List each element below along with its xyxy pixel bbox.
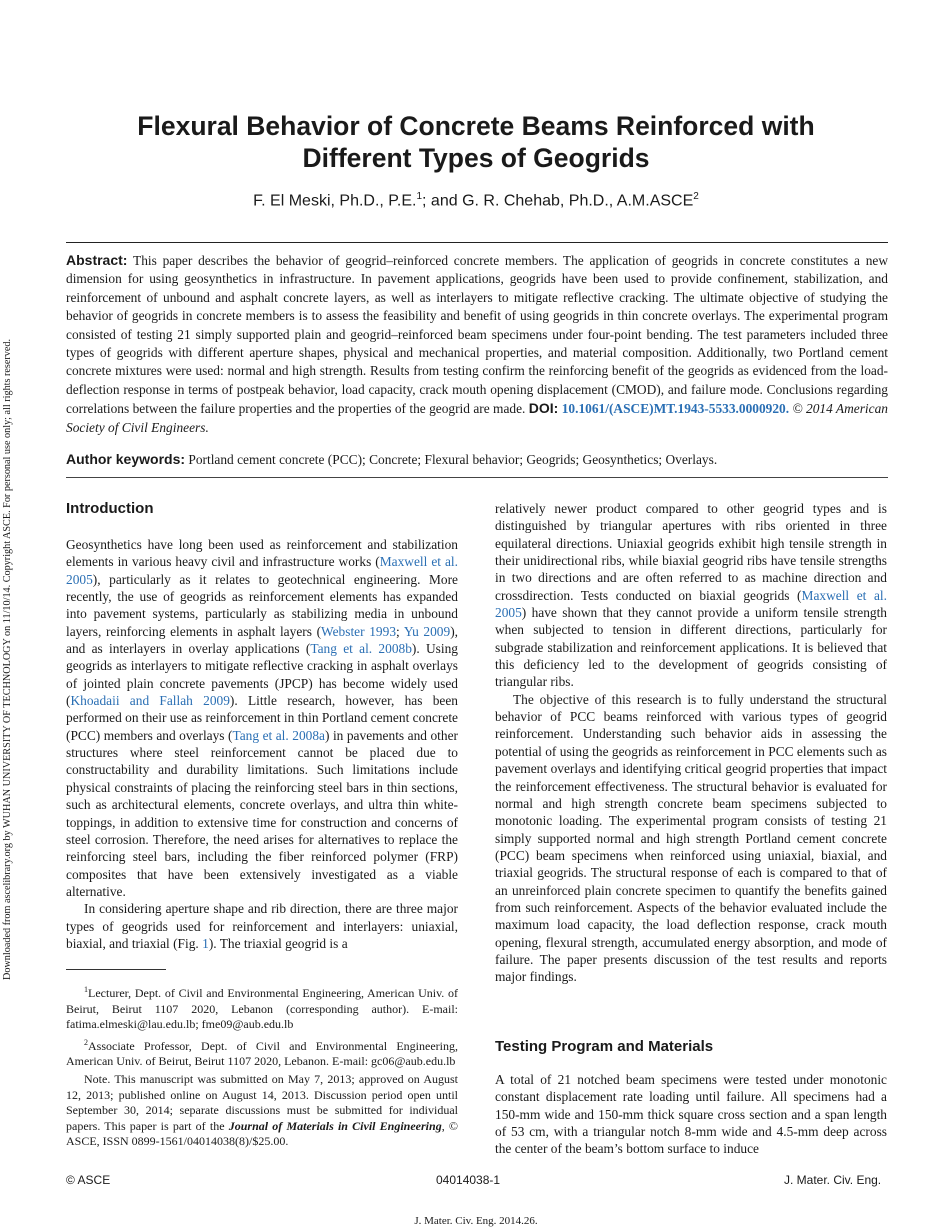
text-run: ). The triaxial geogrid is a [208, 935, 348, 951]
footnote-text: Lecturer, Dept. of Civil and Environmental Engineering, American Univ. of Beirut, Beirut 1107 2020, Lebanon (corresponding author). E-mail: fatima.elmeski@lau.edu.lb; fme09@aub.edu.lb [66, 986, 458, 1032]
author-1-affil: 1 [416, 191, 423, 202]
author-1: F. El Meski, Ph.D., P.E. [253, 192, 417, 210]
text-run: relatively newer product compared to other geogrid types and is distinguished by triangular apertures with ribs oriented in three equilateral directions. Uniaxial geogrids exhibit high tensile strength in their unidirectional ribs, while biaxial geogrid ribs have tensile strengths in two directions and are often referred to as machine direction and crossdirection. Tests conducted on biaxial geogrids ( [495, 501, 887, 603]
section-rule [66, 477, 888, 478]
keywords [66, 450, 888, 469]
footer-journal: J. Mater. Civ. Eng. [784, 1173, 882, 1187]
text-run: ) have shown that they cannot provide a uniform tensile strength when subjected to tension in different directions, particularly for subgrade stabilization and reinforcement applications. It is believed that this deficiency led to the development of geogrids consisting of triangular ribs. [495, 605, 887, 690]
note-text: , © ASCE, ISSN 0899-1561/04014038(8)/$25.00. [66, 1118, 459, 1149]
author-2-affil: 2 [693, 191, 699, 202]
text-run: ), particularly as it relates to geotechnical engineering. More recently, the use of geogrids as reinforcement elements has expanded into pavement systems, particularly as stabilizing media in unbound layers, reinforcing elements in asphalt layers ( [66, 571, 458, 639]
citation-link[interactable]: Maxwell et al. 2005 [495, 587, 887, 621]
text-run: ). Using geogrids as interlayers to mitigate reflective cracking in asphalt overlays of jointed plain concrete pavements (JPCP) has become widely used ( [66, 641, 458, 709]
testing-heading: Testing Program and Materials [495, 1038, 714, 1055]
footnotes [66, 982, 458, 1152]
text-run: ), and as interlayers in overlay applications ( [66, 623, 459, 657]
intro-left-column [66, 536, 458, 952]
keywords-label: Author keywords: [66, 451, 186, 467]
abstract-label: Abstract: [66, 252, 128, 268]
paper-title [66, 110, 886, 174]
citation-link[interactable]: Webster 1993 [321, 623, 397, 639]
intro-paragraph-3 [495, 500, 887, 691]
abstract-text: This paper describes the behavior of geogrid–reinforced concrete members. The application of geogrids in concrete constitutes a new dimension for using geosynthetics in infrastructure. In pavement applications, geogrids have been used to provide confinement, stabilization, and reinforcement of unbound and asphalt concrete layers, as well as interlayers to mitigate reflective cracking. The ultimate objective of studying the behavior of geogrids in concrete members is to assess the feasibility and benefit of using geogrids in thin concrete overlays. The experimental program consisted of testing 21 simply supported plain and geogrid–reinforced beam specimens under four-point bending. The test parameters included three types of geogrids with different aperture shapes, physical and mechanical properties, and material composition. Additionally, two Portland cement concrete mixtures were used: normal and high strength. Results from testing confirm the reinforcing benefit of the geogrids as evidenced from the load-deflection response in terms of postpeak behavior, load capacity, crack mouth opening displacement (CMOD), and failure mode. Conclusions regarding correlations between the failure properties and the properties of the geogrid are made. [66, 253, 889, 417]
citation-link[interactable]: Maxwell et al. 2005 [66, 554, 458, 587]
citation-link[interactable]: Yu 2009 [403, 623, 451, 639]
journal-name: Journal of Materials in Civil Engineering [228, 1118, 442, 1133]
copyright-notice: © 2014 American Society of Civil Engineers. [66, 401, 888, 435]
text-run: ; [396, 623, 404, 639]
footnote-marker: 1 [84, 985, 88, 994]
footer-article-number: 04014038-1 [436, 1173, 501, 1187]
footnote-marker: 2 [84, 1037, 88, 1047]
top-rule [66, 242, 888, 243]
intro-paragraph-4: The objective of this research is to fully understand the structural behavior of PCC beams reinforced with various types of geogrid reinforcement. Understanding such behavior aids in assessing the potential of using the geogrids as reinforcement in PCC elements such as pavement overlays and identifying critical geogrid properties that impact the reinforcement effectiveness. The structural behavior is evaluated for normal and high strength concrete beam specimens subjected to monotonic loading. The experimental program consists of testing 21 simply supported normal and high strength Portland cement concrete (PCC) beam specimens when reinforced using uniaxial, biaxial, and triaxial geogrids. The structural response of each is compared to that of an unreinforced plain concrete specimen to quantify the benefits gained from such reinforcement. Aspects of the behavior evaluated include the maximum load capacity, the load deflection response, crack mouth opening, flexural strength, accumulated energy absorption, and mode of failure. The paper presents discussion of the test results and reports major findings. [495, 691, 887, 985]
intro-right-column [495, 500, 887, 986]
title-line-2: Different Types of Geogrids [302, 143, 650, 173]
text-run: ). Little research, however, has been performed on their use as reinforcement in thin Portland cement concrete (PCC) members and overlays ( [66, 693, 458, 743]
author-2: ; and G. R. Chehab, Ph.D., A.M.ASCE [422, 192, 694, 210]
citation-link[interactable]: Tang et al. 2008b [310, 641, 412, 657]
bottom-citation: J. Mater. Civ. Eng. 2014.26. [414, 1215, 538, 1227]
author-line [66, 191, 886, 210]
doi-label: DOI: [528, 400, 559, 417]
note-text: Note. This manuscript was submitted on May 7, 2013; approved on August 12, 2013; published online on August 14, 2013. Discussion period open until September 30, 2014; separate discussions must be submitted for individual papers. This paper is part of the [66, 1071, 458, 1133]
submission-note [66, 1072, 458, 1150]
footnote-text: Associate Professor, Dept. of Civil and Environmental Engineering, American Univ. of Beirut, Beirut 1107 2020, Lebanon. E-mail: gc06@aub.edu.lb [66, 1038, 458, 1069]
footer-publisher: © ASCE [66, 1173, 111, 1187]
citation-link[interactable]: Khoadaii and Fallah 2009 [70, 693, 230, 709]
text-run: Geosynthetics have long been used as reinforcement and stabilization elements in various heavy civil and infrastructure works ( [66, 537, 458, 570]
download-sidebar [2, 222, 20, 982]
intro-heading: Introduction [66, 500, 154, 517]
keywords-text: Portland cement concrete (PCC); Concrete; Flexural behavior; Geogrids; Geosynthetics; Overlays. [188, 452, 718, 467]
citation-link[interactable]: Tang et al. 2008a [232, 727, 325, 743]
download-notice: Downloaded from ascelibrary.org by WUHAN UNIVERSITY OF TECHNOLOGY on 11/10/14. Copyright ASCE. For personal use only; all rights reserved. [2, 338, 13, 980]
intro-paragraph-1 [66, 536, 458, 900]
testing-paragraph-1: A total of 21 notched beam specimens were tested under monotonic constant displacement rate loading until failure. All specimens had a 150-mm wide and 150-mm thick square cross section and a span length of 53 cm, with a triangular notch 8-mm wide and 4.5-mm deep across the center of the beam’s bottom surface to induce [495, 1072, 887, 1157]
text-run: ) in pavements and other structures where steel reinforcement cannot be placed due to constructability and durability limitations. Such limitations include physical constraints of placing the reinforcing steel bars in thin sections, such as architectural elements, concrete overlays, and ultra thin white-toppings, in addition to extensive time for construction and concerns of steel corrosion. Therefore, the need arises for alternatives to replace the reinforcing steel bars, including the fiber reinforced polymer (FRP) composites that have been extensively investigated as a viable alternative. [66, 727, 458, 899]
footnote-rule [66, 969, 166, 970]
doi-link[interactable]: 10.1061/(ASCE)MT.1943-5533.0000920. [561, 401, 790, 417]
footnote-2 [66, 1035, 458, 1070]
intro-paragraph-2 [66, 900, 458, 952]
text-run: In considering aperture shape and rib direction, there are three major types of geogrids used for reinforcement and interlayers: uniaxial, biaxial, and triaxial (Fig. [66, 901, 458, 951]
testing-column [495, 1071, 887, 1158]
figure-link[interactable]: 1 [202, 935, 209, 951]
title-line-1: Flexural Behavior of Concrete Beams Reinforced with [137, 111, 815, 141]
abstract [66, 251, 888, 437]
footnote-1 [66, 982, 458, 1033]
